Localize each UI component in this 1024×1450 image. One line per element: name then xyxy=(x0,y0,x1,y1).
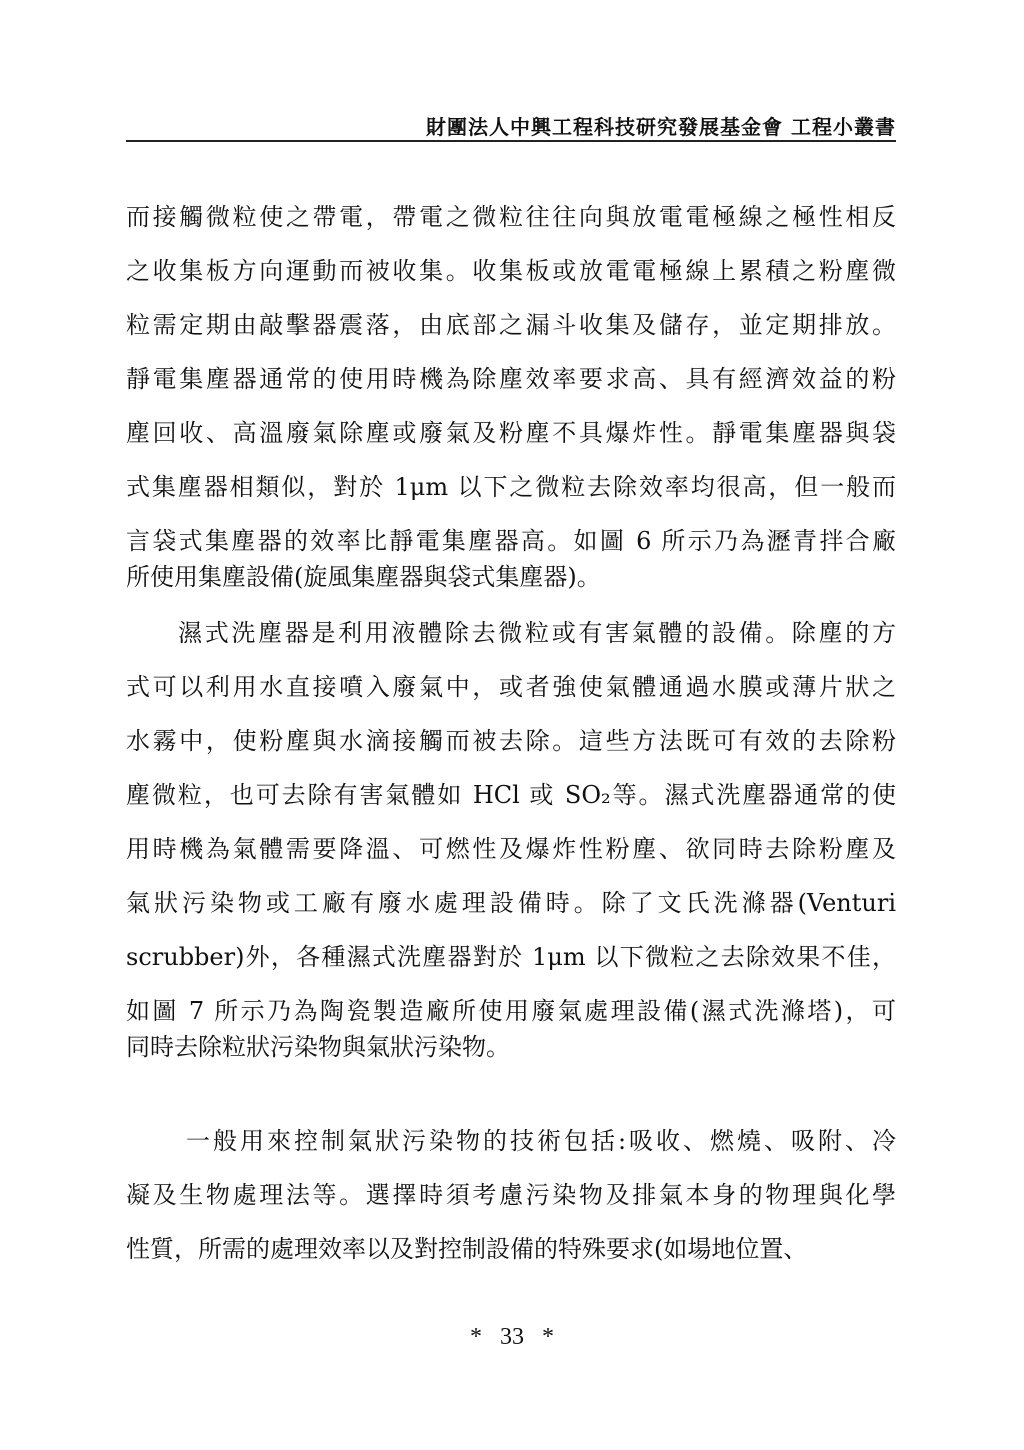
text-line: 塵回收、高溫廢氣除塵或廢氣及粉塵不具爆炸性。靜電集塵器與袋 xyxy=(126,419,896,447)
text-line: 所使用集塵設備(旋風集塵器與袋式集塵器)。 xyxy=(126,563,601,591)
text-line: 性質，所需的處理效率以及對控制設備的特殊要求(如場地位置、 xyxy=(126,1235,808,1263)
page-number: * 33 * xyxy=(470,1324,554,1350)
text-line: 式可以利用水直接噴入廢氣中，或者強使氣體通過水膜或薄片狀之 xyxy=(126,673,896,701)
text-line: 濕式洗塵器是利用液體除去微粒或有害氣體的設備。除塵的方 xyxy=(178,619,896,647)
text-line: 言袋式集塵器的效率比靜電集塵器高。如圖 6 所示乃為瀝青拌合廠 xyxy=(126,527,896,555)
text-line: 一般用來控制氣狀污染物的技術包括:吸收、燃燒、吸附、冷 xyxy=(186,1127,896,1155)
text-line: 水霧中，使粉塵與水滴接觸而被去除。這些方法既可有效的去除粉 xyxy=(126,727,896,755)
text-line: 粒需定期由敲擊器震落，由底部之漏斗收集及儲存，並定期排放。 xyxy=(126,311,896,339)
running-header: 財團法人中興工程科技研究發展基金會 工程小叢書 xyxy=(426,115,896,139)
text-line: 如圖 7 所示乃為陶瓷製造廠所使用廢氣處理設備(濕式洗滌塔)，可 xyxy=(126,997,896,1025)
text-line: 同時去除粒狀污染物與氣狀污染物。 xyxy=(126,1033,510,1061)
text-line: scrubber)外，各種濕式洗塵器對於 1μm 以下微粒之去除效果不佳， xyxy=(126,943,896,971)
header-rule xyxy=(126,140,896,142)
text-line: 凝及生物處理法等。選擇時須考慮污染物及排氣本身的物理與化學 xyxy=(126,1181,896,1209)
text-line: 氣狀污染物或工廠有廢水處理設備時。除了文氏洗滌器(Venturi xyxy=(126,889,896,917)
text-line: 靜電集塵器通常的使用時機為除塵效率要求高、具有經濟效益的粉 xyxy=(126,365,896,393)
text-line: 之收集板方向運動而被收集。收集板或放電電極線上累積之粉塵微 xyxy=(126,257,896,285)
text-line: 塵微粒，也可去除有害氣體如 HCl 或 SO₂等。濕式洗塵器通常的使 xyxy=(126,781,896,809)
text-line: 而接觸微粒使之帶電，帶電之微粒往往向與放電電極線之極性相反 xyxy=(126,203,896,231)
text-line: 式集塵器相類似，對於 1μm 以下之微粒去除效率均很高，但一般而 xyxy=(126,473,896,501)
text-line: 用時機為氣體需要降溫、可燃性及爆炸性粉塵、欲同時去除粉塵及 xyxy=(126,835,896,863)
